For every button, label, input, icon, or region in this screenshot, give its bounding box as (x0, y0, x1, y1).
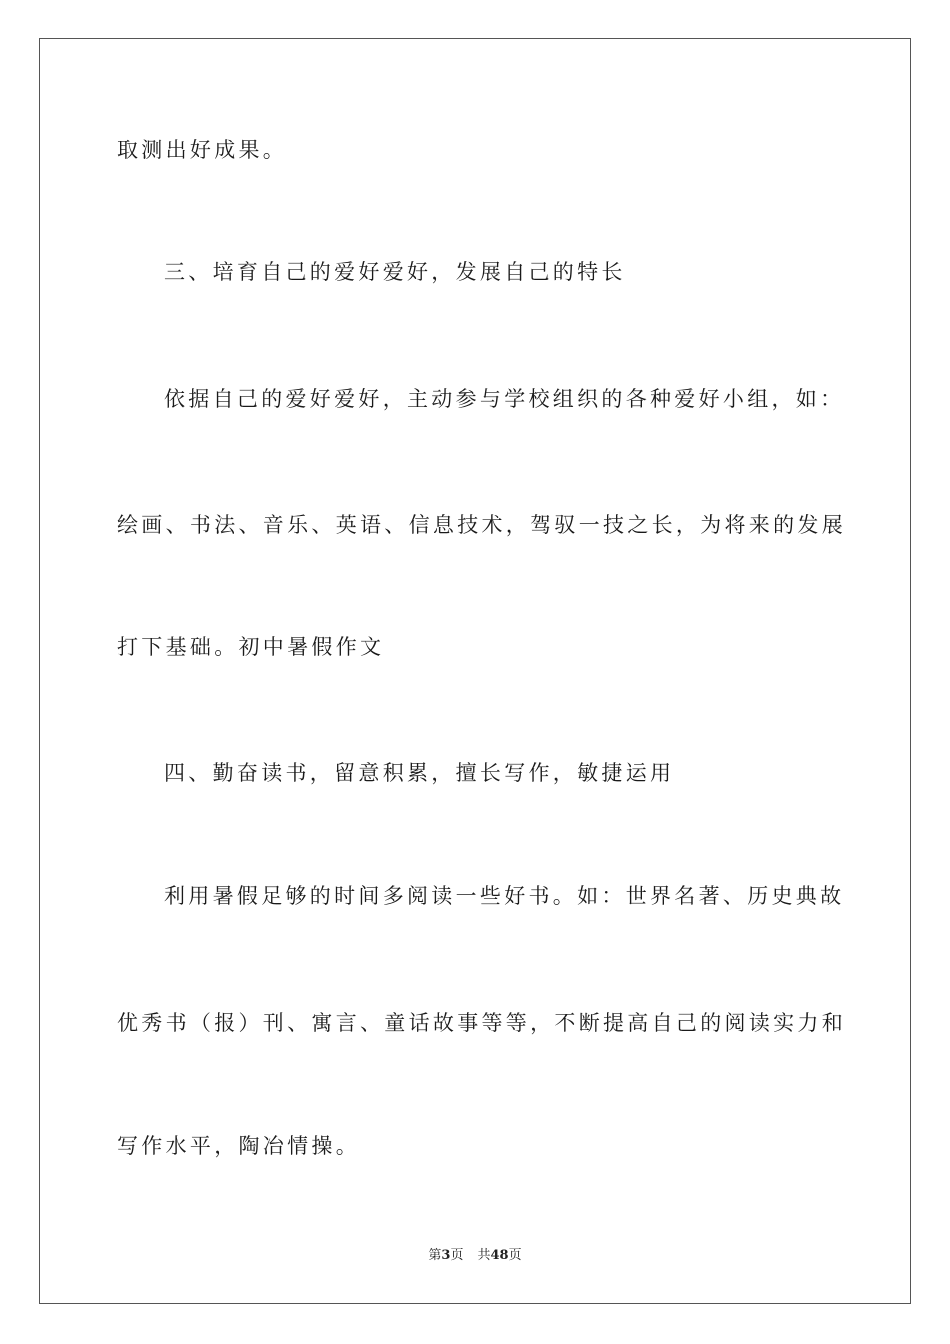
section-heading-4: 四、勤奋读书，留意积累，擅长写作，敏捷运用 (164, 761, 675, 785)
page-suffix: 页 (450, 1248, 464, 1263)
paragraph-line-7: 写作水平，陶冶情操。 (117, 1134, 360, 1158)
paragraph-line-1: 取测出好成果。 (117, 138, 288, 162)
page-prefix: 第 (428, 1248, 442, 1263)
page-border (39, 38, 911, 1304)
paragraph-line-4: 打下基础。初中暑假作文 (117, 635, 385, 659)
total-suffix: 页 (508, 1248, 522, 1263)
page-number: 3 (441, 1248, 451, 1263)
paragraph-line-3: 绘画、书法、音乐、英语、信息技术，驾驭一技之长，为将来的发展 (117, 513, 846, 537)
total-prefix: 共 (477, 1248, 491, 1263)
paragraph-line-6: 优秀书（报）刊、寓言、童话故事等等，不断提高自己的阅读实力和 (117, 1011, 846, 1035)
paragraph-line-2: 依据自己的爱好爱好，主动参与学校组织的各种爱好小组，如： (164, 387, 845, 411)
page-footer (0, 1247, 950, 1265)
section-heading-3: 三、培育自己的爱好爱好，发展自己的特长 (164, 260, 626, 284)
paragraph-line-5: 利用暑假足够的时间多阅读一些好书。如：世界名著、历史典故 (164, 884, 845, 908)
total-pages: 48 (490, 1248, 509, 1263)
